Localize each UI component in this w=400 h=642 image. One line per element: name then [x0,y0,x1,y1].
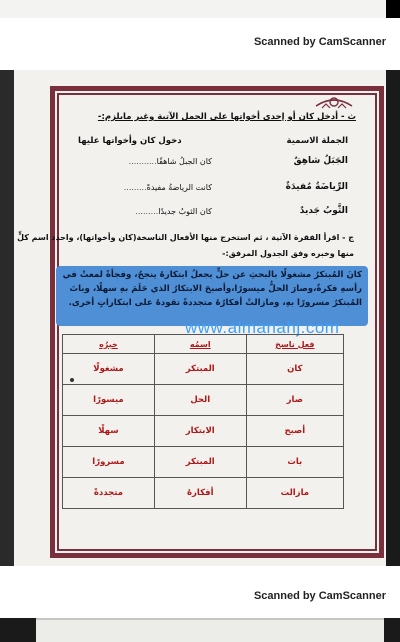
answer-3-dots: ......... [135,207,159,216]
cell-predicate: سهلًا [63,416,155,447]
exercise-c-instruction [17,230,354,262]
answer-3-text: كان الثوبُ جديدًا [158,207,212,216]
cell-verb: مازالت [246,478,343,509]
sentence-1: الجَبَلُ شاهِقٌ [293,156,348,166]
scanner-label-bottom: Scanned by CamScanner [253,590,386,602]
cell-subject: المبتكر [154,447,246,478]
answer-1-text: كان الجبلُ شاهقًا [156,157,212,166]
paragraph-text: كانَ المُبتكرُ مشغولًا بالبحثِ عن حلٍّ يجعلُ ابتكارهُ ينجحُ، وفجأةً لمعتْ في رأسهِ فكرةٌ،وصارَ الحلُّ ميسورًا،وأصبحَ الابتكارُ الذي حَلَمَ بهِ سهلًا، وباتَ المُبتكرُ مسرورًا بهِ، ومازالتْ أفكارُهُ متجددةً تقودهُ على ابتكاراتٍ أخرى. [62,270,362,308]
cell-predicate: مسرورًا [63,447,155,478]
cell-predicate: ميسورًا [63,385,155,416]
pen-dot-mark [70,378,74,382]
exercise-b-title: ث - أدخل كان أو إحدى أخواتها على الجمل الآتية وغير مايلزم:- [97,112,356,122]
cell-subject: أفكارهُ [154,478,246,509]
cell-predicate: مشغولًا [63,354,155,385]
cell-verb: صار [246,385,343,416]
answer-2-text: كانت الرياضةُ مفيدةً [146,183,212,192]
column-header-with-kana: دخول كان وأخواتها عليها [78,136,182,146]
answer-1 [62,157,212,166]
exercise-c-instruction-line2: منها وخبره وفق الجدول المرفق:- [222,249,354,258]
table-row [63,354,344,385]
cell-predicate: متجددةً [63,478,155,509]
table-header-row [63,335,344,354]
cell-verb: أصبح [246,416,343,447]
next-page-edge [36,618,384,642]
answer-grid [62,334,344,509]
watermark: www.almanahj.com [185,318,340,337]
cell-subject: المبتكر [154,354,246,385]
answer-1-dots: ........... [128,157,157,166]
previous-page-edge [0,0,386,19]
cell-verb: كان [246,354,343,385]
answer-3 [62,207,212,216]
exercise-c-instruction-line1: ج - اقرأ الفقرة الآتية ، ثم استخرج منها الأفعال الناسخة(كان وأخواتها)، واحدد اسم كلٍّ [17,233,354,242]
cell-verb: بات [246,447,343,478]
table-row [63,447,344,478]
table-row [63,416,344,447]
table-row [63,478,344,509]
header-verb: فعل ناسخ [246,335,343,354]
sentence-2: الرِّياضَةُ مُفيدَةٌ [285,182,348,192]
scanner-label-top: Scanned by CamScanner [253,36,386,48]
cell-subject: الابتكار [154,416,246,447]
sentence-3: الثَّوبُ جَديدٌ [299,206,348,216]
header-subject: اسمُه [154,335,246,354]
header-predicate: خبرُه [63,335,155,354]
school-emblem-icon [312,92,356,112]
answer-2 [62,183,212,192]
table-row [63,385,344,416]
answer-2-dots: ......... [123,183,147,192]
column-header-nominal-sentence: الجملة الاسمية [286,136,348,146]
cell-subject: الحل [154,385,246,416]
answer-table [62,334,344,509]
